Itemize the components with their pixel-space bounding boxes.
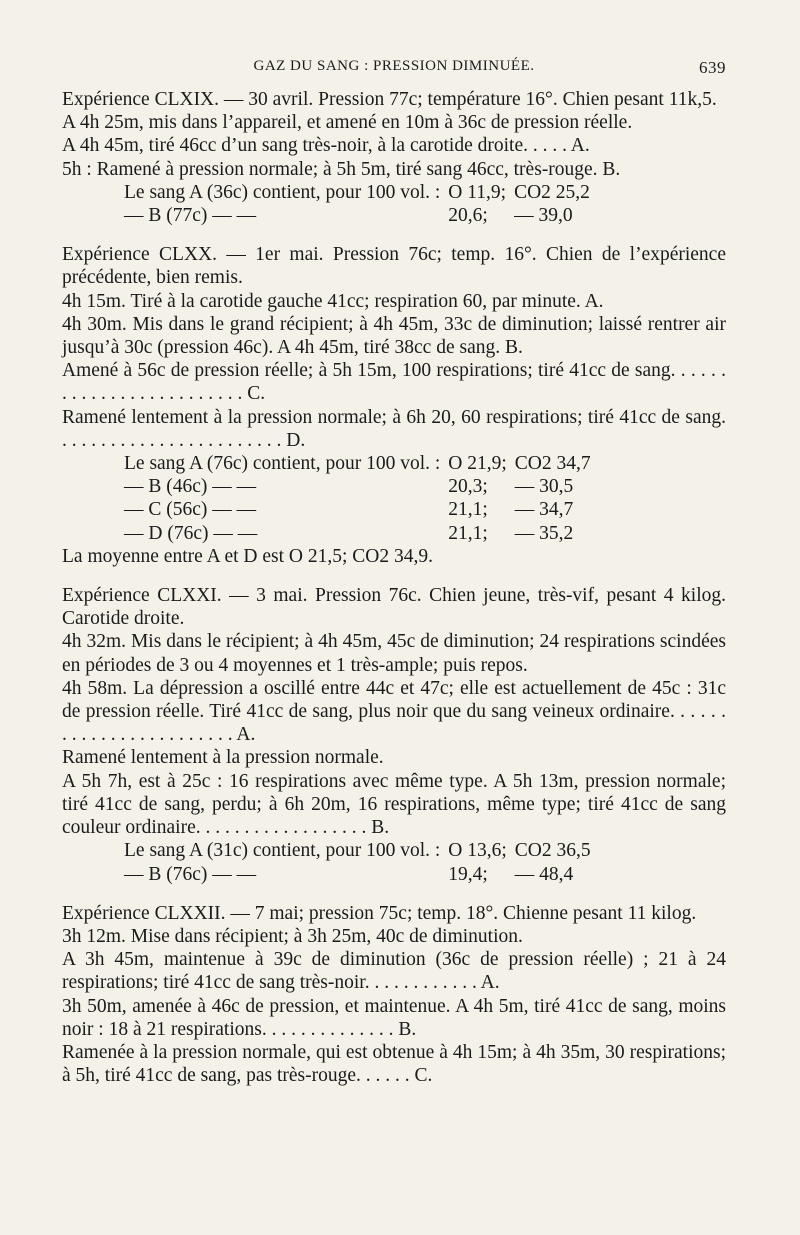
paragraph: A 3h 45m, maintenue à 39c de diminution (36c de pression réelle) ; 21 à 24 respirations; tiré 41cc de sang très-noir. . . . . . . . . . . . A. <box>62 949 726 994</box>
table-cell: 21,1; <box>448 522 488 544</box>
table-cell: CO2 25,2 <box>514 181 590 203</box>
paragraph: Expérience CLXIX. — 30 avril. Pression 77c; température 16°. Chien pesant 11k,5. <box>62 89 717 110</box>
table-cell: — B (77c) — — <box>124 205 257 227</box>
table-cell: — 34,7 <box>514 499 574 521</box>
paragraph: Expérience CLXXII. — 7 mai; pression 75c; temp. 18°. Chienne pesant 11 kilog. <box>62 902 697 924</box>
table-cell: — 30,5 <box>514 476 574 498</box>
paragraph: La moyenne entre A et D est O 21,5; CO2 34,9. <box>62 545 433 567</box>
paragraph: 4h 32m. Mis dans le récipient; à 4h 45m, 45c de diminution; 24 respirations scindées en périodes de 3 ou 4 moyennes et 1 très-ample; puis repos. <box>62 631 726 676</box>
table-row <box>120 498 595 521</box>
table-cell: O 21,9; <box>448 453 507 475</box>
table-cell: Le sang A (31c) contient, pour 100 vol. : <box>124 840 441 862</box>
table-cell: — 48,4 <box>514 863 574 885</box>
paragraph: 3h 12m. Mise dans récipient; à 3h 25m, 40c de diminution. <box>62 925 523 947</box>
paragraph: Expérience CLXXI. — 3 mai. Pression 76c. Chien jeune, très-vif, pesant 4 kilog. Carotide droite. <box>62 585 726 630</box>
paragraph: 3h 50m, amenée à 46c de pression, et maintenue. A 4h 5m, tiré 41cc de sang, moins noir : 18 à 21 respirations. . . . . . . . . . . . . . B. <box>62 995 726 1040</box>
table-cell: — B (46c) — — <box>124 476 257 498</box>
table-cell: 20,3; <box>448 476 488 498</box>
table-cell: 20,6; <box>448 205 488 227</box>
paragraph: A 5h 7h, est à 25c : 16 respirations avec même type. A 5h 13m, pression normale; tiré 41cc de sang, perdu; à 6h 20m, 16 respirations, même type; tiré 41cc de sang couleur ordinaire. . . . . . . . . . . . . . . . . . B. <box>62 770 726 839</box>
table-cell: 21,1; <box>448 499 488 521</box>
table-cell: — 39,0 <box>514 205 573 227</box>
table-row <box>120 204 594 227</box>
page-number: 639 <box>699 58 726 77</box>
paragraph: A 4h 45m, tiré 46cc d’un sang très-noir, à la carotide droite. . . . . A. <box>62 135 590 157</box>
table-cell: Le sang A (36c) contient, pour 100 vol. : <box>124 181 441 203</box>
table-cell: — 35,2 <box>514 522 574 544</box>
table-cell: O 13,6; <box>448 840 507 862</box>
table-cell: Le sang A (76c) contient, pour 100 vol. : <box>124 453 441 475</box>
paragraph: Ramenée à la pression normale, qui est obtenue à 4h 15m; à 4h 35m, 30 respirations; à 5h, tiré 41cc de sang, pas très-rouge. . . . . . C. <box>62 1041 726 1087</box>
table-row <box>120 839 595 862</box>
paragraph: 5h : Ramené à pression normale; à 5h 5m, tiré sang 46cc, très-rouge. B. <box>62 158 621 180</box>
gas-composition-table <box>120 839 595 885</box>
paragraph: 4h 58m. La dépression a oscillé entre 44c et 47c; elle est actuellement de 45c : 31c de pression réelle. Tiré 41cc de sang, plus noir que du sang veineux ordinaire. . . . . . . . . . . . . . . . . . . . . . . . A. <box>62 677 726 746</box>
running-header <box>62 58 726 80</box>
running-title: GAZ DU SANG : PRESSION DIMINUÉE. <box>253 58 535 74</box>
section-gap <box>62 227 726 243</box>
paragraph: Ramené lentement à la pression normale. <box>62 747 384 769</box>
table-row <box>120 522 595 545</box>
section-gap <box>62 568 726 584</box>
paragraph: 4h 15m. Tiré à la carotide gauche 41cc; respiration 60, par minute. A. <box>62 290 604 312</box>
table-cell: CO2 34,7 <box>514 453 591 475</box>
paragraph: A 4h 25m, mis dans l’appareil, et amené en 10m à 36c de pression réelle. <box>62 112 633 134</box>
page-body <box>62 88 726 1087</box>
table-row <box>120 452 595 475</box>
table-cell: CO2 36,5 <box>514 840 591 862</box>
paragraph: Ramené lentement à la pression normale; à 6h 20, 60 respirations; tiré 41cc de sang. . . . . . . . . . . . . . . . . . . . . . . . D. <box>62 406 726 451</box>
table-row <box>120 475 595 498</box>
paragraph: Expérience CLXX. — 1er mai. Pression 76c; temp. 16°. Chien de l’expérience précédente, bien remis. <box>62 244 726 289</box>
table-cell: — D (76c) — — <box>124 522 258 544</box>
table-cell: O 11,9; <box>448 181 507 203</box>
gas-composition-table <box>120 452 595 545</box>
table-cell: — B (76c) — — <box>124 863 257 885</box>
gas-composition-table <box>120 181 594 227</box>
table-row <box>120 863 595 886</box>
table-cell: — C (56c) — — <box>124 499 257 521</box>
paragraph: Amené à 56c de pression réelle; à 5h 15m, 100 respirations; tiré 41cc de sang. . . . . . . . . . . . . . . . . . . . . . . . . C. <box>62 360 726 405</box>
table-cell: 19,4; <box>448 863 488 885</box>
section-gap <box>62 886 726 902</box>
table-row <box>120 181 594 204</box>
paragraph: 4h 30m. Mis dans le grand récipient; à 4h 45m, 33c de diminution; laissé rentrer air jusqu’à 30c (pression 46c). A 4h 45m, tiré 38cc de sang. B. <box>62 313 726 359</box>
